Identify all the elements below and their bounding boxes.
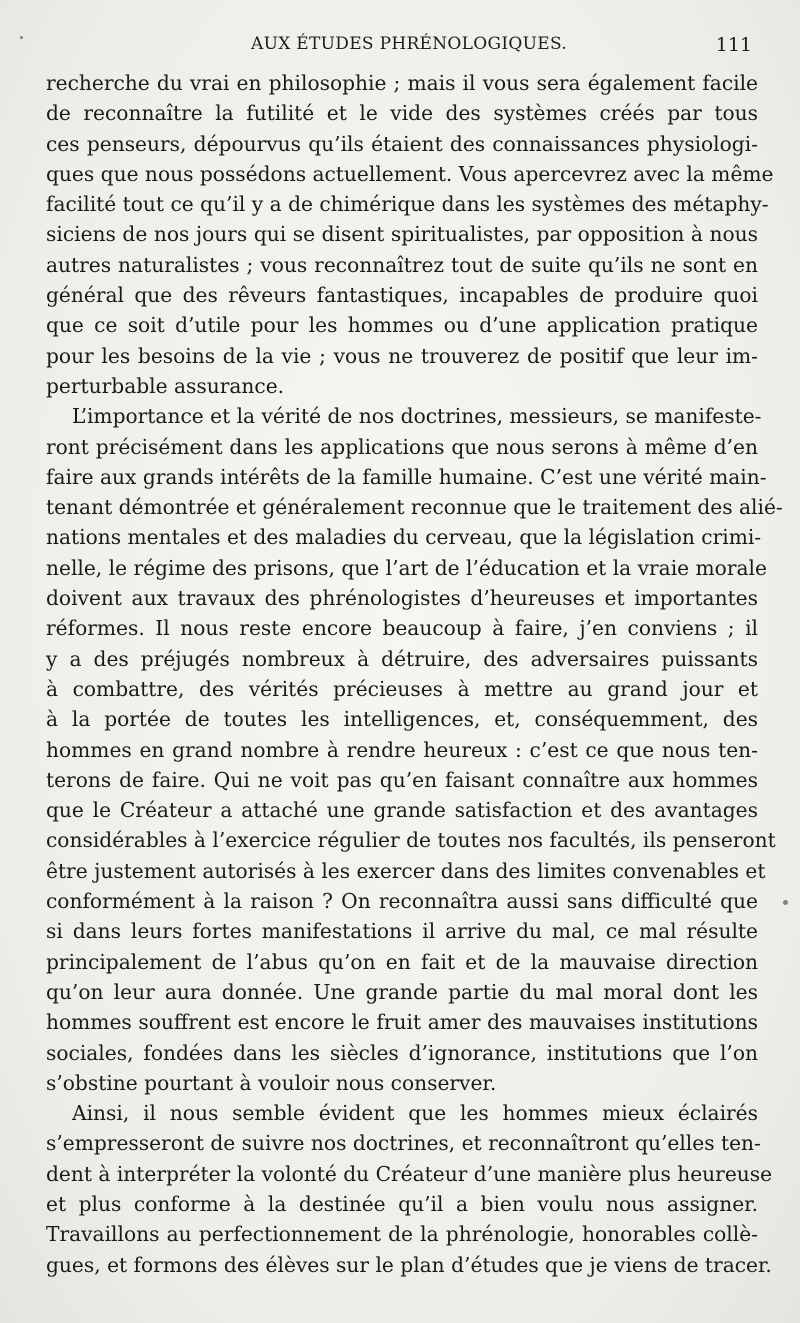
text-line: nelle, le régime des prisons, que l’art de l’éducation et la vraie morale: [46, 555, 767, 580]
page-header: [46, 34, 760, 64]
text-line: facilité tout ce qu’il y a de chimérique dans les systèmes des métaphy-: [46, 192, 769, 217]
text-line: général que des rêveurs fantastiques, incapables de produire quoi: [46, 283, 758, 308]
text-line: conformément à la raison ? On reconnaîtra aussi sans difficulté que: [46, 889, 758, 914]
text-line: qu’on leur aura donnée. Une grande partie du mal moral dont les: [46, 979, 758, 1004]
paragraph: [46, 1098, 773, 1280]
text-line: considérables à l’exercice régulier de toutes nos facultés, ils penseront: [46, 828, 776, 853]
text-line: et plus conforme à la destinée qu’il a bien voulu nous assigner.: [46, 1191, 758, 1216]
paragraph: [46, 68, 774, 401]
body-text: [46, 68, 783, 1280]
text-line: de reconnaître la futilité et le vide des systèmes créés par tous: [46, 101, 758, 126]
text-line: recherche du vrai en philosophie ; mais il vous sera également facile: [46, 71, 758, 95]
ink-speck: [783, 900, 788, 905]
text-line: y a des préjugés nombreux à détruire, des adversaires puissants: [46, 646, 758, 671]
text-line: s’empresseront de suivre nos doctrines, et reconnaîtront qu’elles ten-: [46, 1131, 761, 1156]
paragraph: [46, 401, 783, 1098]
text-line: Travaillons au perfectionnement de la phrénologie, honorables collè-: [46, 1222, 758, 1247]
ink-speck: [20, 36, 23, 39]
text-line: ces penseurs, dépourvus qu’ils étaient des connaissances physiologi-: [46, 131, 758, 156]
text-line: à la portée de toutes les intelligences, et, conséquemment, des: [46, 707, 758, 732]
text-line: gues, et formons des élèves sur le plan d’études que je viens de tracer.: [46, 1252, 772, 1277]
text-line: principalement de l’abus qu’on en fait et de la mauvaise direction: [46, 949, 758, 974]
text-line: sociales, fondées dans les siècles d’ignorance, institutions que l’on: [46, 1040, 758, 1065]
text-line: Ainsi, il nous semble évident que les hommes mieux éclairés: [72, 1101, 758, 1126]
text-line: siciens de nos jours qui se disent spiritualistes, par opposition à nous: [46, 222, 758, 247]
text-line: dent à interpréter la volonté du Créateur d’une manière plus heureuse: [46, 1161, 773, 1186]
text-line: s’obstine pourtant à vouloir nous conserver.: [46, 1070, 497, 1095]
text-line: autres naturalistes ; vous reconnaîtrez tout de suite qu’ils ne sont en: [46, 252, 758, 277]
text-line: hommes en grand nombre à rendre heureux : c’est ce que nous ten-: [46, 737, 758, 762]
text-line: être justement autorisés à les exercer dans des limites convenables et: [46, 858, 766, 883]
text-line: ques que nous possédons actuellement. Vous apercevrez avec la même: [46, 161, 774, 186]
text-line: perturbable assurance.: [46, 373, 285, 398]
text-line: que ce soit d’utile pour les hommes ou d’une application pratique: [46, 313, 758, 338]
text-line: ront précisément dans les applications que nous serons à même d’en: [46, 434, 758, 459]
page-number: 111: [715, 34, 752, 56]
text-line: pour les besoins de la vie ; vous ne trouverez de positif que leur im-: [46, 343, 758, 368]
text-line: hommes souffrent est encore le fruit amer des mauvaises institutions: [46, 1010, 758, 1035]
running-title: AUX ÉTUDES PHRÉNOLOGIQUES.: [251, 34, 567, 54]
text-line: terons de faire. Qui ne voit pas qu’en faisant connaître aux hommes: [46, 767, 758, 792]
text-line: réformes. Il nous reste encore beaucoup à faire, j’en conviens ; il: [46, 616, 758, 641]
text-line: doivent aux travaux des phrénologistes d’heureuses et importantes: [46, 586, 758, 611]
text-line: faire aux grands intérêts de la famille humaine. C’est une vérité main-: [46, 464, 767, 489]
text-line: L’importance et la vérité de nos doctrines, messieurs, se manifeste-: [72, 404, 762, 429]
text-line: à combattre, des vérités précieuses à mettre au grand jour et: [46, 676, 758, 701]
text-line: si dans leurs fortes manifestations il arrive du mal, ce mal résulte: [46, 919, 758, 944]
text-line: que le Créateur a attaché une grande satisfaction et des avantages: [46, 798, 758, 823]
text-line: nations mentales et des maladies du cerveau, que la législation crimi-: [46, 525, 762, 550]
text-line: tenant démontrée et généralement reconnue que le traitement des alié-: [46, 495, 783, 520]
